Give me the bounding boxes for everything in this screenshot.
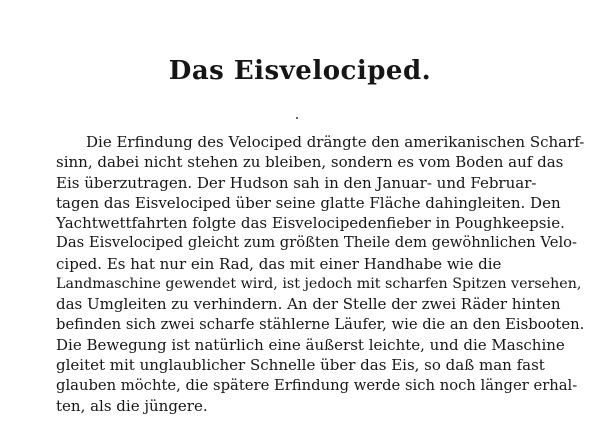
text-line: Landmaschine gewendet wird, ist jedoch mit scharfen Spitzen versehen,: [56, 276, 582, 293]
text-line: tagen das Eisvelociped über seine glatte Fläche dahingleiten. Den: [56, 193, 561, 212]
print-speck: [296, 117, 298, 119]
text-line: gleitet mit unglaublicher Schnelle über das Eis, so daß man fast: [56, 356, 545, 375]
text-line: Die Erfindung des Velociped drängte den amerikanischen Scharf-: [86, 133, 585, 151]
text-line: glauben möchte, die spätere Erfindung werde sich noch länger erhal-: [56, 376, 578, 394]
text-line: ciped. Es hat nur ein Rad, das mit einer Handhabe wie die: [56, 254, 502, 273]
text-line: Das Eisvelociped gleicht zum größten Theile dem gewöhnlichen Velo-: [56, 234, 578, 252]
text-line: Eis überzutragen. Der Hudson sah in den Januar- und Februar-: [56, 173, 537, 192]
text-line: das Umgleiten zu verhindern. An der Stelle der zwei Räder hinten: [56, 295, 561, 314]
text-line: Yachtwettfahrten folgte das Eisvelocipedenfieber in Poughkeepsie.: [56, 214, 565, 233]
text-line: ten, als die jüngere.: [56, 396, 208, 415]
text-line: sinn, dabei nicht stehen zu bleiben, sondern es vom Boden auf das: [56, 153, 564, 172]
article-body: [56, 132, 584, 416]
article-title: Das Eisvelociped.: [168, 56, 432, 86]
text-line: befinden sich zwei scharfe stählerne Läufer, wie die an den Eisbooten.: [56, 315, 585, 333]
text-line: Die Bewegung ist natürlich eine äußerst leichte, und die Maschine: [56, 335, 565, 354]
